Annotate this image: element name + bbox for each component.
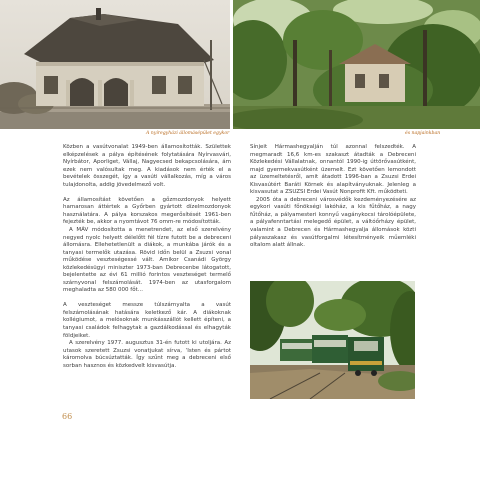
paragraph: Az államosítást követően a gőzmozdonyok helyett hamarosan áttértek a Győrben gyártott dízelmozdonyok használatára. A pálya korszakos megerősítését 1961-ben fejezték be, akkor a nyomtávot 76 omm-re módosították. [63, 196, 231, 226]
paragraph: A veszteséget messze túlszárnyalta a vasút felszámolásának hatására keletkező kár. A diákoknak kollégiumot, a melósoknak munkásszállót kellett építeni, a tanyasi családok felhagytak a gazdálkodással és elhagyták földjeiket. [63, 302, 231, 339]
right-text-column [250, 144, 416, 250]
train-illustration [250, 281, 415, 399]
paragraph: Sínjeit Hármashegyalján túl azonnal felszedték. A megmaradt 16,6 km-es szakaszt átadták a Debreceni Közlekedési Vállalatnak, onnantól 1990-ig úttörővasútként, majd gyermekvasútként üzemelt. Ezt követően lemondott az üzemeltetésről, amit átadott 1996-ban a Zsuzsi Erdei Kisvasútért Baráti Körnek és alapítványuknak. Jelenleg a kisvasutat a ZSUZSI Erdei Vasút Nonprofit Kft. működteti. [250, 144, 416, 196]
forest-station-illustration [233, 0, 480, 129]
left-text-column [63, 144, 231, 370]
photo-caption-right: és napjainkban [405, 131, 441, 136]
historic-station-illustration [0, 0, 230, 129]
historic-station-photo [0, 0, 230, 129]
page-number: 66 [62, 412, 73, 421]
paragraph: A MÁV módosította a menetrendet, az első szerelvény negyed nyolc helyett délelőtt fél tízre futott be a debreceni állomásra. Ellehetetlenült a diákok, a munkába járók és a tanyasi termelők utazása. Rövid időn belül a Zsuzsi vonal működése veszteségessé vált. Amikor Csanádi György közlekedésügyi miniszter 1973-ban Debrecenbe látogatott, bejelentette az évi 61 millió forintos veszteséget termelő szárnyvonal felszámolását. 1974-ben az utasforgalom meghaladta az 580 000 főt... [63, 226, 231, 294]
photo-caption-left: A nyíregyházi állomásépület egykor [146, 131, 230, 136]
paragraph: 2005 óta a debreceni városvédők kezdeményezésére az egykori vasúti főnökségi lakóház, a kis fűtőház, a nagy fűtőház, a pályamesteri konnyű vagánykocsi tárolóépülete, a pályafenntartási melegedő épület, a váltóőrházy épület, valamint a Debrecen és Hármashegyalja állomások közti pályaszakasz és vasútforgalmi létesítményeik műemléki oltalom alatt állnak. [250, 196, 416, 249]
train-photo [250, 281, 415, 399]
paragraph: A szerelvény 1977. augusztus 31-én futott ki utoljára. Az utasok szeretett Zsuzsi vonatjukat sírva, ‘Isten és pártot káromolva búcsúztatták. Így szűnt meg a debreceni első sorban hasznos és közkedvelt kisvasútja. [63, 340, 231, 369]
paragraph: Közben a vasútvonalat 1949-ben államosították. Születtek elképzelések a pálya építésének folytatására Nyírvasvári, Nyírbátor, Aporliget, Vállaj, Nagyecsed bekapcsolására, ám ezek nem valósultak meg. A kiadások nem érték el a bevételek összegét, így a vasúti vállalkozás, míg a város tulajdonolta, addig jövedelmező volt. [63, 144, 231, 188]
current-station-photo [233, 0, 480, 129]
